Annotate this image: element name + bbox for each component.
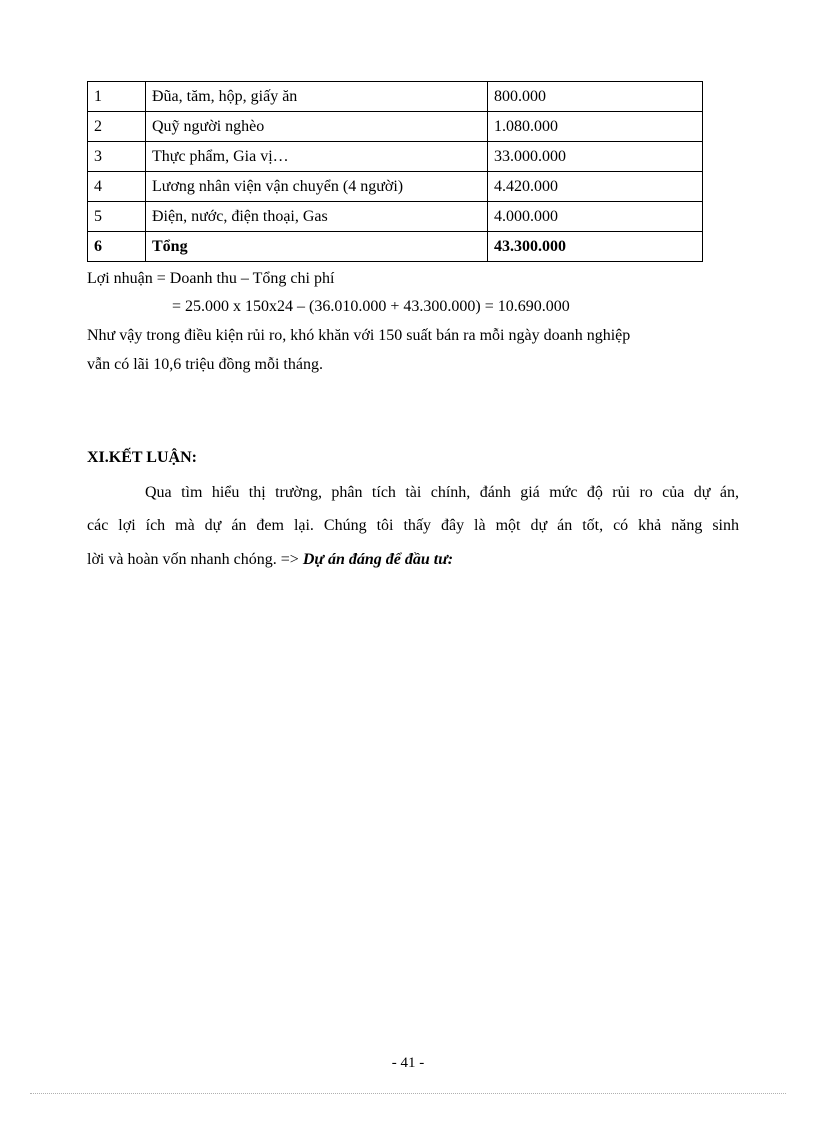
- conclusion-paragraph-line-3: [87, 551, 739, 569]
- conclusion-paragraph-line-2: các lợi ích mà dự án đem lại. Chúng tôi thấy đây là một dự án tốt, có khả năng sinh: [87, 517, 739, 534]
- cost-table: [87, 81, 703, 262]
- table-total-row: [88, 232, 703, 262]
- table-row: [88, 112, 703, 142]
- row-number: 4: [88, 172, 146, 202]
- row-amount: 33.000.000: [488, 142, 703, 172]
- row-item: Điện, nước, điện thoại, Gas: [146, 202, 488, 232]
- row-amount: 800.000: [488, 82, 703, 112]
- profit-label: Lợi nhuận = Doanh thu – Tổng chi phí: [87, 270, 335, 287]
- page-number: - 41 -: [391, 1055, 425, 1071]
- row-item: Lương nhân viện vận chuyển (4 người): [146, 172, 488, 202]
- table-row: [88, 202, 703, 232]
- profit-conclusion-line-1: Như vậy trong điều kiện rủi ro, khó khăn với 150 suất bán ra mỗi ngày doanh nghiệp: [87, 327, 631, 344]
- profit-formula: = 25.000 x 150x24 – (36.010.000 + 43.300.000) = 10.690.000: [172, 298, 570, 315]
- conclusion-paragraph-line-1: [87, 484, 739, 502]
- row-amount: 4.000.000: [488, 202, 703, 232]
- recommendation-emphasis: Dự án đáng để đầu tư:: [302, 551, 454, 568]
- row-number: 2: [88, 112, 146, 142]
- total-label: Tổng: [146, 232, 488, 262]
- page-bottom-divider: [30, 1093, 786, 1094]
- row-amount: 4.420.000: [488, 172, 703, 202]
- table-row: [88, 142, 703, 172]
- table-row: [88, 172, 703, 202]
- row-number: 5: [88, 202, 146, 232]
- row-item: Quỹ người nghèo: [146, 112, 488, 142]
- conclusion-text-1: Qua tìm hiểu thị trường, phân tích tài chính, đánh giá mức độ rủi ro của dự án,: [145, 484, 739, 501]
- row-number: 3: [88, 142, 146, 172]
- section-heading: XI.KẾT LUẬN:: [87, 449, 197, 466]
- row-item: Thực phẩm, Gia vị…: [146, 142, 488, 172]
- row-number: 6: [88, 232, 146, 262]
- profit-conclusion-line-2: vẫn có lãi 10,6 triệu đồng mỗi tháng.: [87, 356, 323, 373]
- table-row: [88, 82, 703, 112]
- total-amount: 43.300.000: [488, 232, 703, 262]
- conclusion-text-3: lời và hoàn vốn nhanh chóng. =>: [87, 551, 299, 568]
- row-number: 1: [88, 82, 146, 112]
- row-amount: 1.080.000: [488, 112, 703, 142]
- row-item: Đũa, tăm, hộp, giấy ăn: [146, 82, 488, 112]
